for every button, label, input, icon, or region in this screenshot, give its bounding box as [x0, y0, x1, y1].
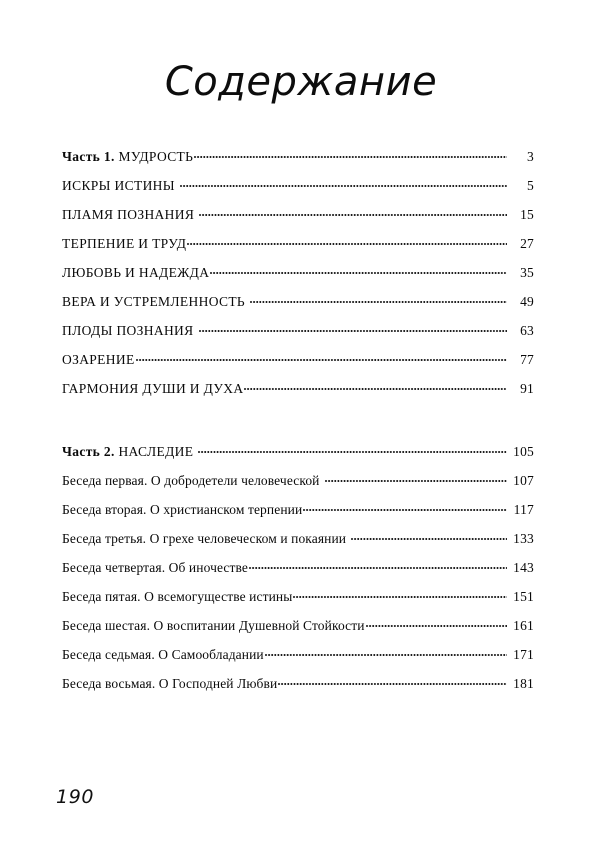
toc-entry-label: Часть 2. НАСЛЕДИЕ: [62, 444, 194, 459]
toc-dot-leader: [325, 471, 508, 485]
toc-entry-label: ВЕРА И УСТРЕМЛЕННОСТЬ: [62, 294, 246, 309]
toc-entry-label: Беседа седьмая. О Самообладании: [62, 647, 264, 662]
folio-page-number: 190: [56, 786, 95, 808]
toc-entry-page-number: 181: [513, 676, 534, 691]
toc-entry[interactable]: [62, 258, 534, 287]
toc-dot-leader: [278, 674, 507, 688]
toc-entry-page-number: 117: [513, 502, 534, 517]
toc-entry-page-number: 77: [520, 352, 534, 367]
toc-entry-label: Часть 1. МУДРОСТЬ: [62, 149, 194, 164]
toc-entry-page-number: 161: [513, 618, 534, 633]
toc-entry[interactable]: [62, 316, 534, 345]
toc-dot-leader: [351, 529, 507, 543]
toc-entry-label: ГАРМОНИЯ ДУШИ И ДУХА: [62, 381, 244, 396]
toc-dot-leader: [136, 350, 507, 364]
toc-list: [62, 142, 534, 698]
toc-entry-page-number: 105: [513, 444, 534, 459]
toc-entry-label: Беседа третья. О грехе человеческом и покаянии: [62, 531, 347, 546]
toc-entry[interactable]: [62, 611, 534, 640]
toc-entry[interactable]: [62, 466, 534, 495]
toc-section-part-two: [62, 437, 534, 698]
toc-entry-label: ПЛАМЯ ПОЗНАНИЯ: [62, 207, 195, 222]
toc-entry-label: ЛЮБОВЬ И НАДЕЖДА: [62, 265, 210, 280]
toc-entry-label: ПЛОДЫ ПОЗНАНИЯ: [62, 323, 194, 338]
toc-dot-leader: [244, 379, 507, 393]
toc-dot-leader: [249, 558, 507, 572]
toc-entry[interactable]: [62, 171, 534, 200]
toc-entry-page-number: 27: [520, 236, 534, 251]
toc-entry-page-number: 35: [520, 265, 534, 280]
toc-dot-leader: [210, 263, 507, 277]
toc-entry-page-number: 91: [520, 381, 534, 396]
toc-entry-label: Беседа вторая. О христианском терпении: [62, 502, 303, 517]
toc-entry[interactable]: [62, 229, 534, 258]
toc-entry[interactable]: [62, 495, 534, 524]
toc-entry-label: Беседа шестая. О воспитании Душевной Стойкости: [62, 618, 365, 633]
toc-dot-leader: [199, 205, 507, 219]
toc-entry[interactable]: [62, 553, 534, 582]
toc-dot-leader: [366, 616, 507, 630]
toc-entry-label: Беседа пятая. О всемогуществе истины: [62, 589, 293, 604]
toc-entry-page-number: 171: [513, 647, 534, 662]
toc-entry[interactable]: [62, 200, 534, 229]
toc-entry-page-number: 107: [513, 473, 534, 488]
toc-section-part-one: [62, 142, 534, 403]
toc-entry-page-number: 15: [520, 207, 534, 222]
toc-entry[interactable]: [62, 669, 534, 698]
toc-dot-leader: [265, 645, 507, 659]
toc-part-prefix: Часть 2.: [62, 444, 115, 459]
toc-entry[interactable]: [62, 374, 534, 403]
page-title: Содержание: [164, 59, 438, 105]
toc-entry-page-number: 5: [527, 178, 534, 193]
toc-dot-leader: [198, 442, 507, 456]
toc-dot-leader: [293, 587, 507, 601]
toc-entry-label: Беседа первая. О добродетели человеческой: [62, 473, 320, 488]
toc-entry-page-number: 49: [520, 294, 534, 309]
toc-entry-page-number: 143: [513, 560, 534, 575]
toc-dot-leader: [194, 147, 507, 161]
toc-dot-leader: [187, 234, 507, 248]
toc-entry-label: ОЗАРЕНИЕ: [62, 352, 135, 367]
toc-entry[interactable]: [62, 640, 534, 669]
toc-entry-label: Беседа четвертая. Об иночестве: [62, 560, 248, 575]
toc-entry-label: ИСКРЫ ИСТИНЫ: [62, 178, 175, 193]
toc-entry-page-number: 3: [527, 149, 534, 164]
toc-entry[interactable]: [62, 345, 534, 374]
toc-entry-label: Беседа восьмая. О Господней Любви: [62, 676, 278, 691]
toc-entry[interactable]: [62, 582, 534, 611]
toc-part-prefix: Часть 1.: [62, 149, 115, 164]
toc-dot-leader: [199, 321, 507, 335]
toc-entry[interactable]: [62, 524, 534, 553]
toc-entry-label: ТЕРПЕНИЕ И ТРУД: [62, 236, 187, 251]
toc-dot-leader: [303, 500, 507, 514]
toc-entry[interactable]: [62, 437, 534, 466]
toc-dot-leader: [250, 292, 507, 306]
toc-entry-page-number: 151: [513, 589, 534, 604]
toc-entry[interactable]: [62, 287, 534, 316]
toc-entry[interactable]: [62, 142, 534, 171]
toc-entry-page-number: 63: [520, 323, 534, 338]
toc-dot-leader: [180, 176, 507, 190]
toc-entry-page-number: 133: [513, 531, 534, 546]
